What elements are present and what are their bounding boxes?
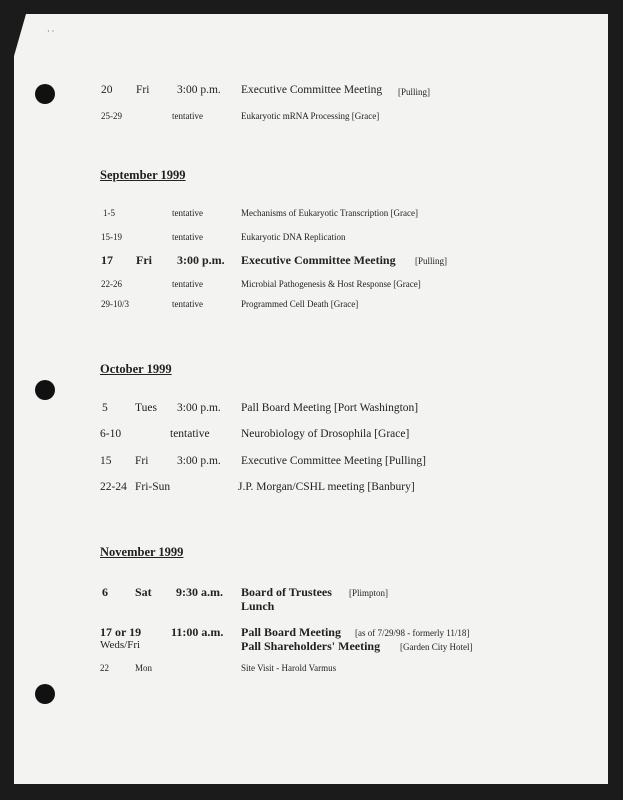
event-title: Neurobiology of Drosophila [Grace] bbox=[241, 428, 410, 440]
event-time: 3:00 p.m. bbox=[177, 402, 221, 414]
event-title: Microbial Pathogenesis & Host Response [Grace] bbox=[241, 279, 421, 289]
event-date: 17 or 19 bbox=[100, 625, 142, 639]
event-time: tentative bbox=[172, 299, 203, 309]
event-weekday: Weds/Fri bbox=[100, 639, 141, 651]
event-date: 22-26 bbox=[101, 279, 122, 289]
event-date: 29-10/3 bbox=[101, 299, 129, 309]
event-note: [Garden City Hotel] bbox=[400, 642, 473, 652]
event-time: tentative bbox=[172, 279, 203, 289]
punch-hole-bottom bbox=[35, 684, 55, 704]
event-note: [as of 7/29/98 - formerly 11/18] bbox=[355, 628, 470, 638]
event-title: Executive Committee Meeting bbox=[241, 84, 383, 96]
event-time: tentative bbox=[172, 232, 203, 242]
event-time: 3:00 p.m. bbox=[177, 253, 225, 267]
event-weekday: Tues bbox=[135, 402, 157, 414]
event-time: tentative bbox=[170, 428, 210, 440]
event-title: J.P. Morgan/CSHL meeting [Banbury] bbox=[238, 481, 415, 493]
event-time: 9:30 a.m. bbox=[176, 585, 223, 599]
event-date: 20 bbox=[101, 84, 113, 96]
event-title: Executive Committee Meeting bbox=[241, 253, 396, 267]
event-title: Pall Board Meeting [Port Washington] bbox=[241, 402, 419, 414]
event-time: 11:00 a.m. bbox=[171, 625, 224, 639]
event-subtitle: Pall Shareholders' Meeting bbox=[241, 639, 381, 653]
event-weekday: Fri bbox=[136, 84, 150, 96]
event-weekday: Mon bbox=[135, 663, 153, 673]
event-date: 22-24 bbox=[100, 481, 127, 493]
event-note: [Pulling] bbox=[415, 256, 448, 266]
event-weekday: Fri-Sun bbox=[135, 481, 171, 493]
punch-hole-top bbox=[35, 84, 55, 104]
event-date: 1-5 bbox=[103, 208, 115, 218]
event-date: 17 bbox=[101, 253, 113, 267]
event-note: [Plimpton] bbox=[349, 588, 389, 598]
month-heading-november: November 1999 bbox=[100, 545, 184, 559]
event-title: Executive Committee Meeting [Pulling] bbox=[241, 455, 426, 467]
event-time: 3:00 p.m. bbox=[177, 455, 221, 467]
month-heading-october: October 1999 bbox=[100, 362, 172, 376]
event-date: 6 bbox=[102, 585, 108, 599]
event-weekday: Fri bbox=[135, 455, 149, 467]
event-note: [Pulling] bbox=[398, 87, 431, 97]
event-date: 15 bbox=[100, 455, 112, 467]
event-title: Board of Trustees bbox=[241, 585, 332, 599]
event-title: Programmed Cell Death [Grace] bbox=[241, 299, 359, 309]
event-time: tentative bbox=[172, 208, 203, 218]
event-title: Pall Board Meeting bbox=[241, 625, 341, 639]
stray-mark: · · bbox=[47, 27, 55, 36]
event-date: 25-29 bbox=[101, 111, 122, 121]
event-date: 6-10 bbox=[100, 428, 122, 440]
event-date: 22 bbox=[100, 663, 109, 673]
month-heading-september: September 1999 bbox=[100, 168, 186, 182]
event-date: 5 bbox=[102, 402, 108, 414]
event-title: Mechanisms of Eukaryotic Transcription [Grace] bbox=[241, 208, 418, 218]
punch-hole-middle bbox=[35, 380, 55, 400]
event-time: tentative bbox=[172, 111, 203, 121]
event-time: 3:00 p.m. bbox=[177, 84, 221, 96]
event-date: 15-19 bbox=[101, 232, 122, 242]
event-title: Site Visit - Harold Varmus bbox=[241, 663, 337, 673]
event-title: Eukaryotic DNA Replication bbox=[241, 232, 346, 242]
event-title: Eukaryotic mRNA Processing [Grace] bbox=[241, 111, 380, 121]
event-weekday: Sat bbox=[135, 585, 152, 599]
event-subtitle: Lunch bbox=[241, 599, 275, 613]
event-weekday: Fri bbox=[136, 253, 152, 267]
